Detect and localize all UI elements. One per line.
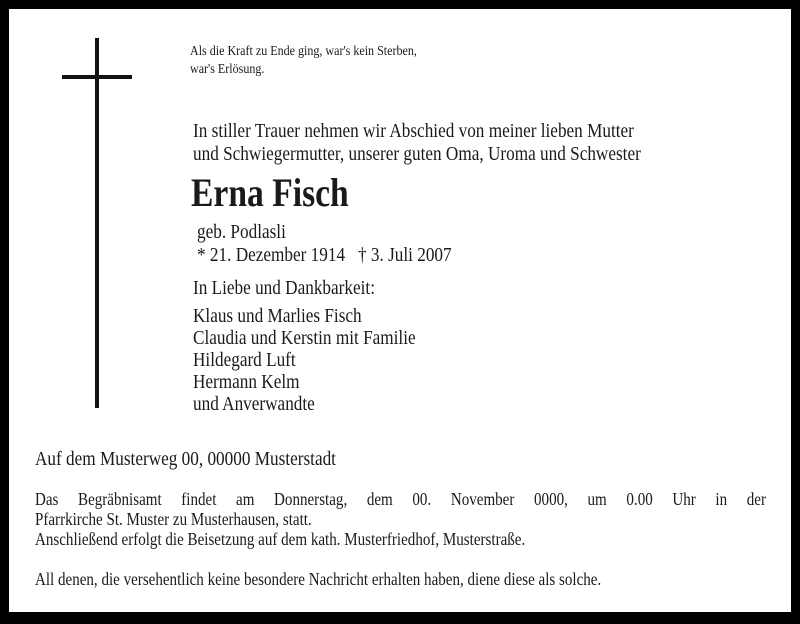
funeral-details — [35, 489, 766, 549]
funeral-line: Das Begräbnisamt findet am Donnerstag, dem 00. November 0000, um 0.00 Uhr in der — [35, 489, 766, 509]
mourner: Hildegard Luft — [193, 349, 296, 371]
life-dates: * 21. Dezember 1914 † 3. Juli 2007 — [197, 244, 452, 266]
motto-line: Als die Kraft zu Ende ging, war's kein Sterben, — [190, 44, 417, 59]
funeral-line: Anschließend erfolgt die Beisetzung auf dem kath. Musterfriedhof, Musterstraße. — [35, 529, 526, 549]
cross-icon-bar — [62, 75, 132, 79]
mourner: Hermann Kelm — [193, 371, 300, 393]
funeral-line: Pfarrkirche St. Muster zu Musterhausen, statt. — [35, 509, 312, 529]
deceased-name: Erna Fisch — [191, 170, 349, 215]
closing-note — [35, 569, 766, 589]
mourner: und Anverwandte — [193, 393, 315, 415]
mourners-heading: In Liebe und Dankbarkeit: — [193, 277, 375, 299]
intro-line: In stiller Trauer nehmen wir Abschied von meiner lieben Mutter — [193, 120, 634, 142]
intro-line: und Schwiegermutter, unserer guten Oma, Uroma und Schwester — [193, 143, 641, 165]
motto-line: war's Erlösung. — [190, 62, 265, 77]
maiden-name: geb. Podlasli — [197, 221, 286, 243]
mourner: Claudia und Kerstin mit Familie — [193, 327, 416, 349]
closing-line: All denen, die versehentlich keine besondere Nachricht erhalten haben, diene diese als solche. — [35, 569, 602, 589]
obituary-notice — [9, 9, 791, 612]
mourner: Klaus und Marlies Fisch — [193, 305, 362, 327]
cross-icon — [95, 38, 99, 408]
address: Auf dem Musterweg 00, 00000 Musterstadt — [35, 448, 336, 470]
